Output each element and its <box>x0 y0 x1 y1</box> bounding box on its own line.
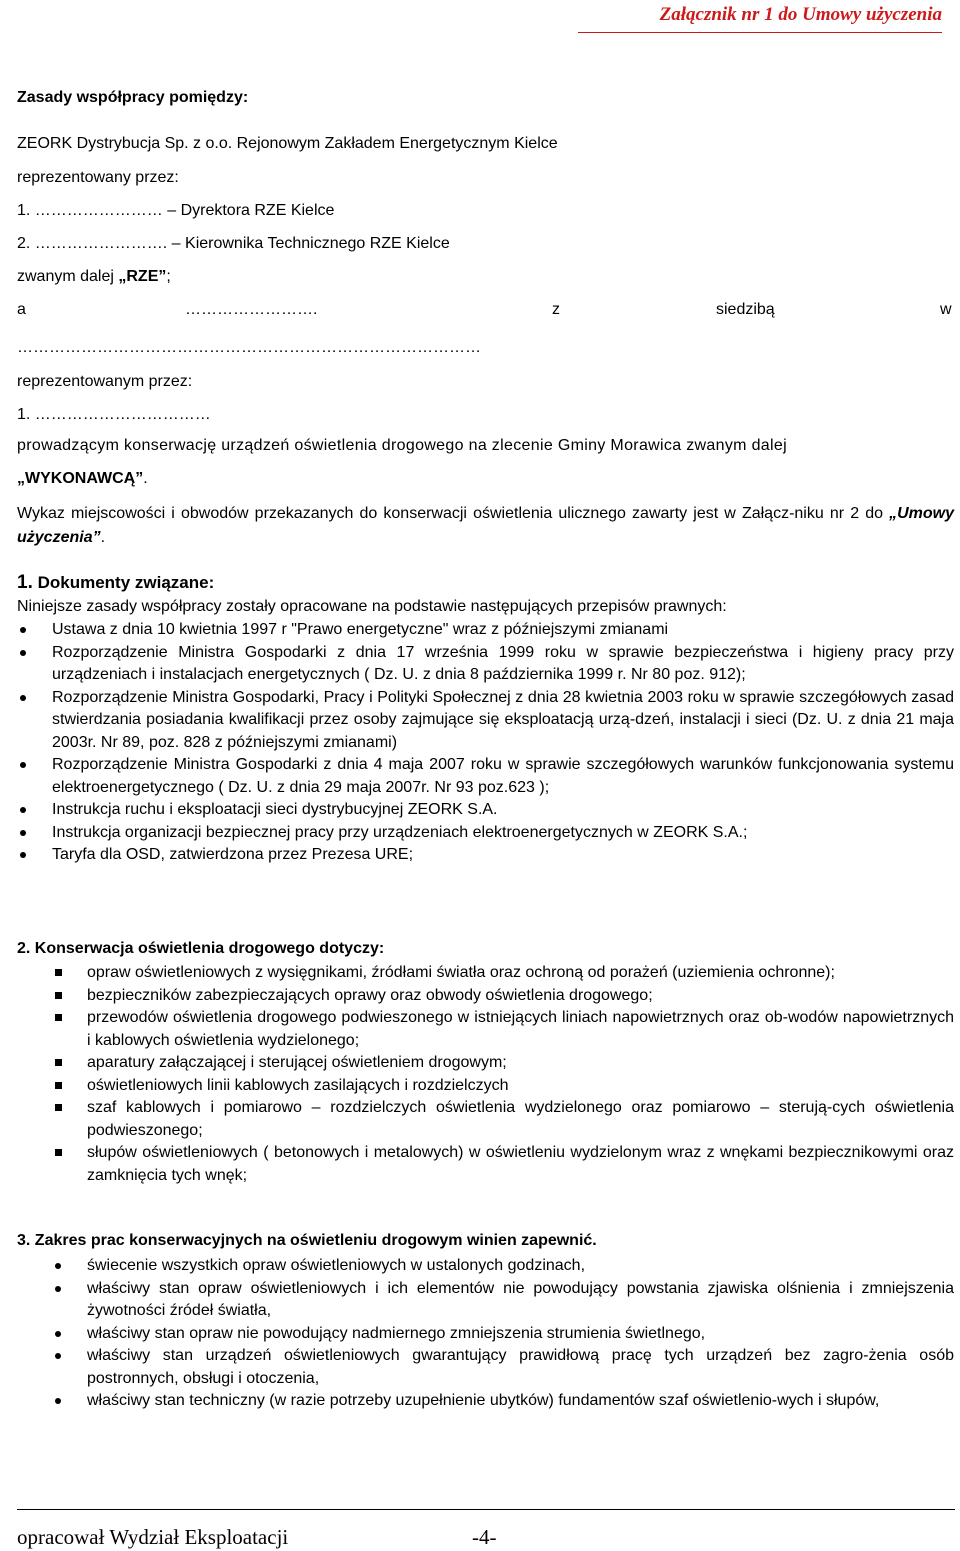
list-item: właściwy stan opraw nie powodujący nadmiernego zmniejszenia strumienia świetlnego, <box>17 1323 954 1346</box>
list-item: właściwy stan opraw oświetleniowych i ich elementów nie powodujący powstania zjawiska olśnienia i zmniejszenia żywotności źródeł światła, <box>17 1278 954 1323</box>
list-item: Ustawa z dnia 10 kwietnia 1997 r "Prawo energetyczne" wraz z późniejszymi zmianami <box>17 619 954 642</box>
header-rule <box>578 32 942 33</box>
list-item: świecenie wszystkich opraw oświetleniowych w ustalonych godzinach, <box>17 1255 954 1278</box>
section1-number: 1. <box>17 572 33 593</box>
represented-by: reprezentowany przez: <box>17 169 179 186</box>
list-item: Instrukcja organizacji bezpiecznej pracy przy urządzeniach elektroenergetycznych w ZEORK S.A.; <box>17 822 954 845</box>
list-item: Rozporządzenie Ministra Gospodarki z dnia 17 września 1999 roku w sprawie bezpieczeństwa i higieny pracy przy urządzeniach i instalacjach energetycznych ( Dz. U. z dnia 8 października 1999 r. Nr 80 poz. 912); <box>17 642 954 687</box>
list-item: właściwy stan urządzeń oświetleniowych gwarantujący prawidłową pracę tych urządzeń bez zagro-żenia osób postronnych, obsługi i otoczenia, <box>17 1345 954 1390</box>
representative-3: 1. …………………………… <box>17 406 211 423</box>
called-prefix: zwanym dalej <box>17 268 119 285</box>
section1-heading <box>17 572 214 594</box>
list-item: przewodów oświetlenia drogowego podwieszonego w istniejących liniach napowietrznych oraz ob-wodów napowietrznych i kablowych oświetlenia wydzielonego; <box>17 1007 954 1052</box>
footer-rule <box>17 1509 955 1510</box>
company-line: ZEORK Dystrybucja Sp. z o.o. Rejonowym Zakładem Energetycznym Kielce <box>17 135 558 152</box>
section2-list <box>17 962 954 1187</box>
list-item: bezpieczników zabezpieczających oprawy oraz obwody oświetlenia drogowego; <box>17 985 954 1008</box>
intro-title: Zasady współpracy pomiędzy: <box>17 89 249 106</box>
contractor-text: prowadzącym konserwację urządzeń oświetlenia drogowego na zlecenie Gminy Morawica zwanym dalej <box>17 437 787 454</box>
locations-text: Wykaz miejscowości i obwodów przekazanych do konserwacji oświetlenia ulicznego zawarty jest w Załącz-niku nr 2 do <box>17 505 890 522</box>
called-suffix: ; <box>166 268 171 285</box>
seat-label: siedzibą <box>716 301 775 318</box>
locations-paragraph <box>17 502 954 550</box>
z-label: z <box>552 301 560 318</box>
list-item: Rozporządzenie Ministra Gospodarki z dnia 4 maja 2007 roku w sprawie szczegółowych warunków funkcjonowania systemu elektroenergetycznego ( Dz. U. z dnia 29 maja 2007r. Nr 93 poz.623 ); <box>17 754 954 799</box>
list-item: Instrukcja ruchu i eksploatacji sieci dystrybucyjnej ZEORK S.A. <box>17 799 954 822</box>
agreement-ref: „Umowy użyczenia” <box>17 505 954 546</box>
section3-title: 3. Zakres prac konserwacyjnych na oświetleniu drogowym winien zapewnić. <box>17 1232 597 1249</box>
called-rze <box>17 267 171 287</box>
list-item: szaf kablowych i pomiarowo – rozdzielczych oświetlenia wydzielonego oraz pomiarowo – sterują-cych oświetlenia podwieszonego; <box>17 1097 954 1142</box>
represented-by-2: reprezentowanym przez: <box>17 373 193 390</box>
footer-author: opracował Wydział Eksploatacji <box>17 1525 289 1549</box>
locations-dot: . <box>100 529 106 546</box>
section1-intro: Niniejsze zasady współpracy zostały opracowane na podstawie następujących przepisów prawnych: <box>17 598 727 615</box>
page-number: -4- <box>472 1525 497 1549</box>
contractor-line <box>17 469 148 489</box>
list-item: opraw oświetleniowych z wysięgnikami, źródłami światła oraz ochroną od porażeń (uziemienia ochronne); <box>17 962 954 985</box>
list-item: oświetleniowych linii kablowych zasilających i rozdzielczych <box>17 1075 954 1098</box>
annex-header: Załącznik nr 1 do Umowy użyczenia <box>659 4 942 25</box>
list-item: słupów oświetleniowych ( betonowych i metalowych) w oświetleniu wydzielonym wraz z wnękami bezpiecznikowymi oraz zamknięcia tych wnęk; <box>17 1142 954 1187</box>
contractor-name: „WYKONAWCĄ” <box>17 470 144 487</box>
w-label: w <box>940 301 952 318</box>
section3-list <box>17 1255 954 1413</box>
section1-list <box>17 619 954 867</box>
a-label: a <box>17 301 26 318</box>
list-item: Taryfa dla OSD, zatwierdzona przez Prezesa URE; <box>17 844 954 867</box>
list-item: właściwy stan techniczny (w razie potrzeby uzupełnienie ubytków) fundamentów szaf oświetlenio-wych i słupów, <box>17 1390 954 1413</box>
address-dots: …………………………………………………………………………… <box>17 339 481 356</box>
contractor-dot: . <box>143 470 148 487</box>
section1-title: Dokumenty związane: <box>37 573 215 592</box>
list-item: Rozporządzenie Ministra Gospodarki, Pracy i Polityki Społecznej z dnia 28 kwietnia 2003 roku w sprawie szczegółowych zasad stwierdzania posiadania kwalifikacji przez osoby zajmujące się eksploatacją urzą-dzeń, instalacji i sieci (Dz. U. z dnia 21 maja 2003r. Nr 89, poz. 828 z późniejszymi zmianami) <box>17 687 954 755</box>
representative-2: 2. ……………………. – Kierownika Technicznego RZE Kielce <box>17 235 450 252</box>
a-dots: ……………………. <box>185 301 318 318</box>
list-item: aparatury załączającej i sterującej oświetleniem drogowym; <box>17 1052 954 1075</box>
rze-name: „RZE” <box>118 268 167 285</box>
representative-1: 1. …………………… – Dyrektora RZE Kielce <box>17 202 335 219</box>
section2-title: 2. Konserwacja oświetlenia drogowego dotyczy: <box>17 940 385 957</box>
